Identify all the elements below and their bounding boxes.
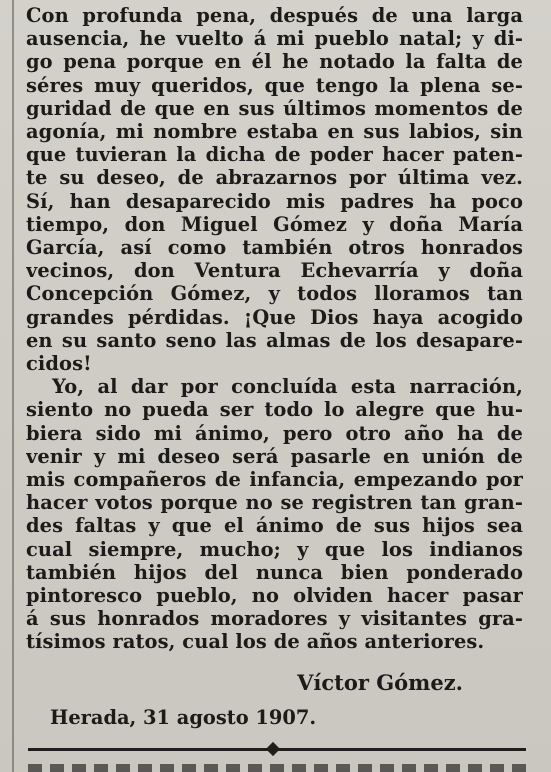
text-line: hacer votos porque no se registren tan gran- [26,491,523,515]
text-line: cidos! [26,352,92,376]
text-line: Con profunda pena, después de una larga [26,4,523,27]
divider-ornament [266,742,280,756]
text-line: venir y mi deseo será pasarle en unión de [26,444,523,468]
text-line: agonía, mi nombre estaba en sus labios, sin [26,120,523,144]
text-line: go pena porque en él he notado la falta de [26,50,523,74]
text-line: Sí, han desaparecido mis padres ha poco [26,189,523,213]
article-body [26,4,523,654]
text-line: ausencia, he vuelto á mi pueblo natal; y di- [26,27,523,51]
text-line: Concepción Gómez, y todos lloramos tan [26,282,523,306]
text-line: grandes pérdidas. ¡Que Dios haya acogido [26,305,523,329]
text-line: cual siempre, mucho; y que los indianos [26,537,523,561]
column-rule [12,0,14,772]
text-line: García, así como también otros honrados [26,236,523,260]
text-line: también hijos del nunca bien ponderado [26,560,523,584]
next-article-fragment [28,764,526,772]
text-line: te su deseo, de abrazarnos por última vez. [26,166,523,190]
author-signature: Víctor Gómez. [297,670,463,695]
text-line: Yo, al dar por concluída esta narración, [52,375,523,399]
text-line: biera sido mi ánimo, pero otro año ha de [26,421,523,445]
text-line: tísimos ratos, cual los de años anteriores. [26,630,485,654]
text-line: siento no pueda ser todo lo alegre que hu- [26,398,523,422]
text-line: á sus honrados moradores y visitantes gra- [26,607,523,631]
dateline: Herada, 31 agosto 1907. [50,706,317,729]
text-line: guridad de que en sus últimos momentos de [26,96,523,120]
text-line: séres muy queridos, que tengo la plena se- [26,73,523,97]
text-line: que tuvieran la dicha de poder hacer paten- [26,143,523,167]
text-line: pintoresco pueblo, no olviden hacer pasar [26,584,523,608]
paragraph-2 [26,375,523,653]
text-line: en su santo seno las almas de los desapare- [26,328,523,352]
text-line: vecinos, don Ventura Echevarría y doña [26,259,523,283]
text-line: des faltas y que el ánimo de sus hijos sea [26,514,523,538]
paragraph-1 [26,4,523,375]
text-line: tiempo, don Miguel Gómez y doña María [26,212,523,236]
text-line: mis compañeros de infancia, empezando por [26,468,523,492]
